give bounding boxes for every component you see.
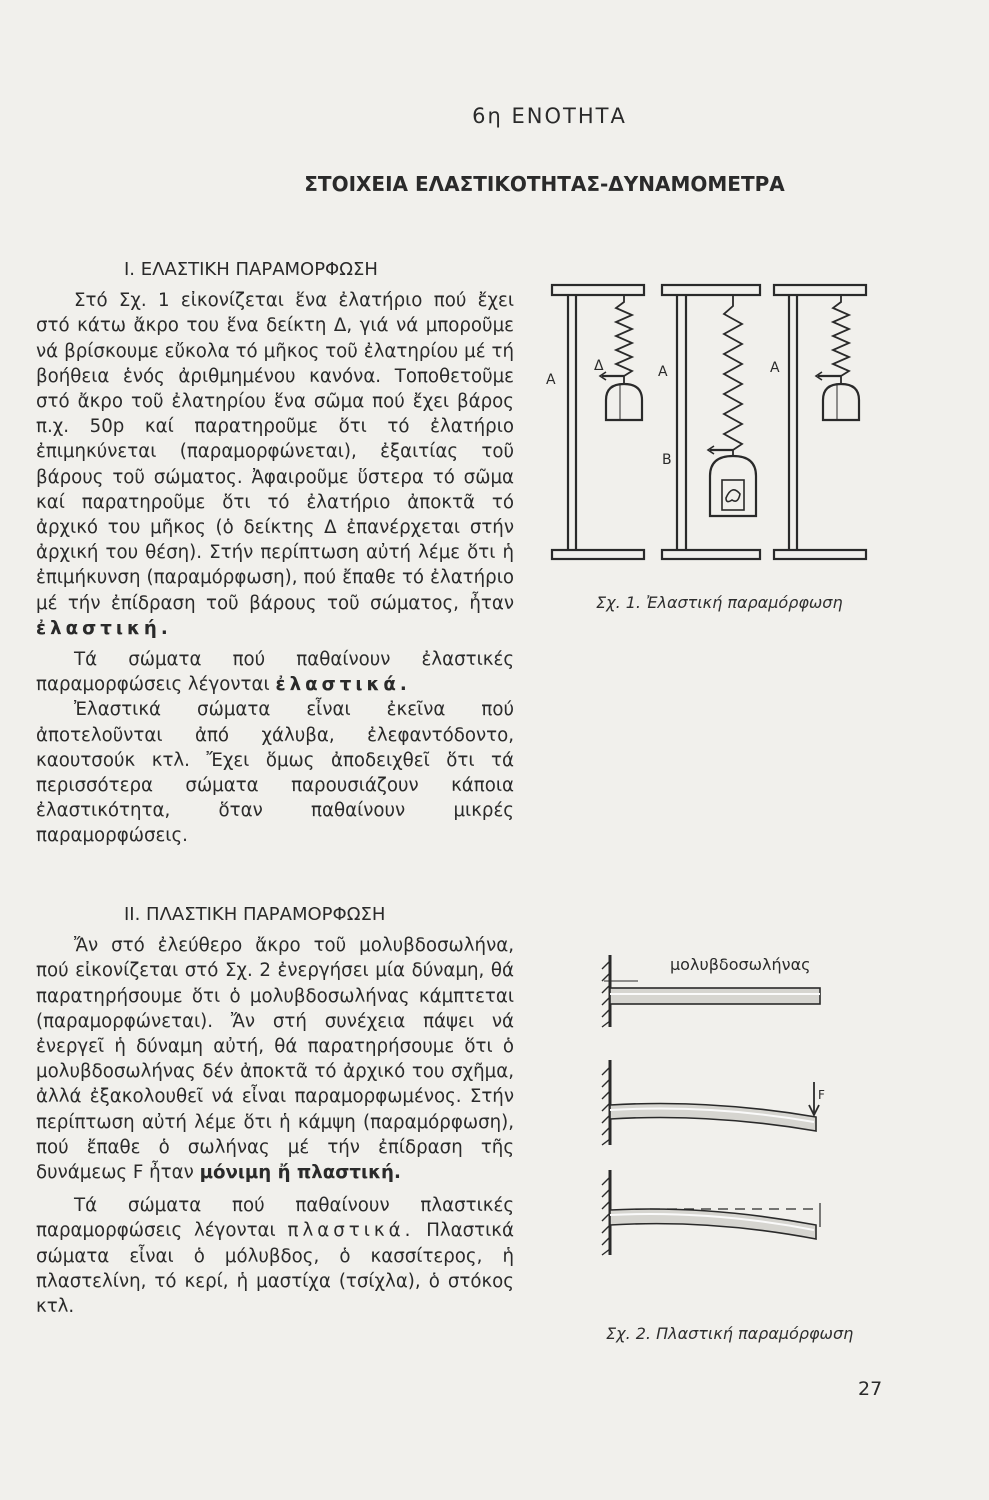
paragraph-text: Ἄν στό ἐλεύθερο ἄκρο τοῦ μολυβδοσωλήνα, πού εἰκονίζεται στό Σχ. 2 ἐνεργήσει μία δύναμη, θά παρατηρήσουμε ὅτι ὁ μολυβδοσωλήνας κάμπτεται (παραμορφώνεται). Ἄν στή συνέχεια πάψει νά ἐνεργεῖ ἡ δύναμη αὐτή, θά παρατηρήσουμε ὅτι ὁ μολυβδοσωλήνας δέν ἀποκτᾶ τό ἀρχικό του σχῆμα, ἀλλά ἐξακολουθεῖ νά εἶναι παραμορφωμένος. Στήν περίπτωση αὐτή λέμε ὅτι ἡ κάμψη (παραμόρφωση), πού ἔπαθε ὁ σωλήνας μέ τήν ἐπίδραση τῆς δυνάμεως F ἦταν: [36, 935, 514, 1184]
section-heading-elastic: Ι. ΕΛΑΣΤΙΚΗ ΠΑΡΑΜΟΡΦΩΣΗ: [124, 259, 378, 280]
label-B: Β: [662, 452, 672, 468]
figure-2-lead-pipe: [590, 945, 840, 1265]
paragraph-text: Στό Σχ. 1 εἰκονίζεται ἕνα ἐλατήριο πού ἔχει στό κάτω ἄκρο του ἕνα δείκτη Δ, γιά νά μποροῦμε νά βρίσκουμε εὔκολα τό μῆκος τοῦ ἐλατηρίου μέ τή βοήθεια ἑνός ἀριθμημένου κανόνα. Τοποθετοῦμε στό ἄκρο τοῦ ἐλατηρίου ἕνα σῶμα πού ἔχει βάρος π.χ. 50p καί παρατηροῦμε ὅτι τό ἐλατήριο ἐπιμηκύνεται (παραμορφώνεται), ἐξαιτίας τοῦ βάρους τοῦ σώματος. Ἀφαιροῦμε ὕστερα τό σῶμα καί παρατηροῦμε ὅτι τό ἐλατήριο ἀποκτᾶ τό ἀρχικό του μῆκος (ὁ δείκτης Δ ἐπανέρχεται στήν ἀρχική του θέση). Στήν περίπτωση αὐτή λέμε ὅτι ἡ ἐπιμήκυνση (παραμόρφωση), πού ἔπαθε τό ἐλατήριο μέ τήν ἐπίδραση τοῦ βάρους τοῦ σώματος, ἦταν: [36, 290, 514, 614]
section-2: [36, 902, 514, 1319]
spring-stand-unloaded: [546, 285, 644, 559]
paragraph-text: Τά σώματα πού παθαίνουν πλαστικές παραμορφώσεις λέγονται: [36, 1195, 514, 1242]
pipe-deformed: [602, 1170, 820, 1255]
figure-2-caption: Σχ. 2. Πλαστική παραμόρφωση: [606, 1324, 854, 1343]
page-number: 27: [858, 1378, 883, 1400]
paragraph: [36, 647, 514, 697]
label-A: Α: [546, 372, 556, 388]
unit-header: 6η ΕΝΟΤΗΤΑ: [472, 104, 627, 128]
pipe-under-force: [602, 1060, 825, 1145]
paragraph: [36, 1193, 514, 1319]
paragraph-text: Ἐλαστικά σώματα εἶναι ἐκεῖνα πού ἀποτελοῦνται ἀπό χάλυβα, ἐλεφαντόδοντο, καουτσούκ κτλ. Ἔχει ὅμως ἀποδειχθεῖ ὅτι τά περισσότερα σώματα παρουσιάζουν κάποια ἐλαστικότητα, ὅταν παθαίνουν μικρές παραμορφώσεις.: [36, 699, 514, 847]
label-A: Α: [658, 364, 668, 380]
emphasis-term: ἐλαστικά.: [275, 674, 411, 696]
paragraph: [36, 933, 514, 1185]
force-label: F: [818, 1088, 825, 1102]
emphasis-term: ἐλαστική.: [36, 617, 172, 639]
paragraph-text: Πλαστικά σώματα εἶναι ὁ μόλυβδος, ὁ κασσίτερος, ἡ πλαστελίνη, τό κερί, ἡ μαστίχα (τσίχλα), ὁ στόκος κτλ.: [36, 1220, 514, 1318]
figure-1-springs: [540, 280, 880, 580]
emphasis-term: μόνιμη ἤ πλαστική.: [199, 1162, 401, 1184]
spring-stand-loaded: [658, 285, 760, 559]
section-1: [36, 257, 514, 849]
spring-stand-restored: [770, 285, 866, 559]
section-heading-plastic: ΙΙ. ΠΛΑΣΤΙΚΗ ΠΑΡΑΜΟΡΦΩΣΗ: [124, 904, 386, 925]
pipe-label: μολυβδοσωλήνας: [670, 955, 811, 974]
paragraph: [36, 697, 514, 848]
paragraph-text: Τά σώματα πού παθαίνουν ἐλαστικές παραμορφώσεις λέγονται: [36, 649, 514, 696]
label-D: Δ: [594, 358, 604, 374]
paragraph: [36, 288, 514, 641]
label-A: Α: [770, 360, 780, 376]
emphasis-term: πλαστικά.: [287, 1220, 415, 1242]
chapter-title: ΣΤΟΙΧΕΙΑ ΕΛΑΣΤΙΚΟΤΗΤΑΣ-ΔΥΝΑΜΟΜΕΤΡΑ: [304, 172, 785, 196]
figure-1-caption: Σχ. 1. Ἐλαστική παραμόρφωση: [596, 593, 843, 612]
